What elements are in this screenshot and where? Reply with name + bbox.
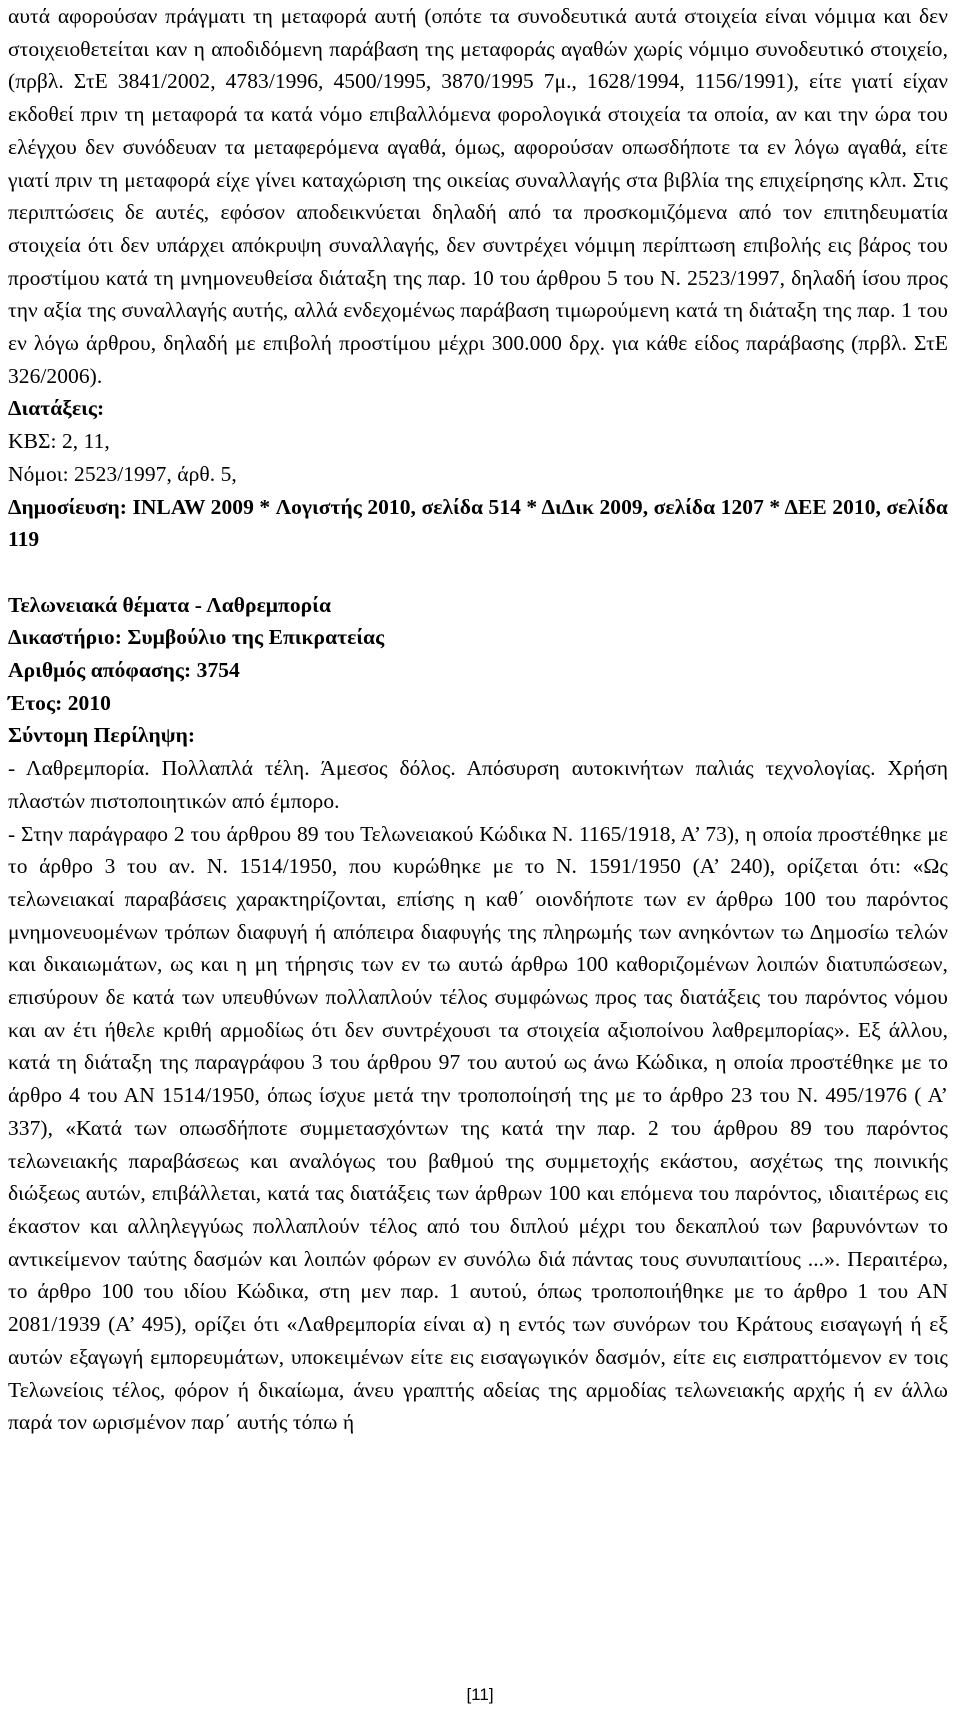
page-number: [11] [466,1685,494,1704]
document-page [8,0,948,1439]
spacer [8,556,948,589]
case-summary-line-1: - Λαθρεμπορία. Πολλαπλά τέλη. Άμεσος δόλος. Απόσυρση αυτοκινήτων παλιάς τεχνολογίας. Χρήση πλαστών πιστοποιητικών από έμπορο. [8,756,948,813]
intro-paragraph: αυτά αφορούσαν πράγματι τη μεταφορά αυτή (οπότε τα συνοδευτικά αυτά στοιχεία είναι νόμιμα και δεν στοιχειοθετείται καν η αποδιδόμενη παράβαση της μεταφοράς αγαθών χωρίς νόμιμο συνοδευτικό στοιχείο, (πρβλ. ΣτΕ 3841/2002, 4783/1996, 4500/1995, 3870/1995 7μ., 1628/1994, 1156/1991), είτε γιατί είχαν εκδοθεί πριν τη μεταφορά τα κατά νόμο επιβαλλόμενα φορολογικά στοιχεία τα οποία, αν και την ώρα του ελέγχου δεν συνόδευαν τα μεταφερόμενα αγαθά, όμως, αφορούσαν οπωσδήποτε τα εν λόγω αγαθά, είτε γιατί πριν τη μεταφορά είχε γίνει καταχώριση της οικείας συναλλαγής στα βιβλία της επιχείρησης κλπ. Στις περιπτώσεις δε αυτές, εφόσον αποδεικνύεται δηλαδή από τα προσκομιζόμενα από τον επιτηδευματία στοιχεία ότι δεν υπάρχει απόκρυψη συναλλαγής, δεν συντρέχει νόμιμη περίπτωση επιβολής εις βάρος του προστίμου κατά τη μνημονευθείσα διάταξη της παρ. 10 του άρθρου 5 του Ν. 2523/1997, δηλαδή ίσου προς την αξία της συναλλαγής αυτής, αλλά ενδεχομένως παράβαση τιμωρούμενη κατά τη διάταξη της παρ. 1 του εν λόγω άρθρου, δηλαδή με επιβολή προστίμου μέχρι 300.000 δρχ. για κάθε είδος παράβασης (πρβλ. ΣτΕ 326/2006). [8,4,948,388]
case-year: Έτος: 2010 [8,690,111,715]
case-header [8,589,948,753]
case-summary-label: Σύντομη Περίληψη: [8,723,196,748]
case-summary-line-2: - Στην παράγραφο 2 του άρθρου 89 του Τελωνειακού Κώδικα Ν. 1165/1918, Α’ 73), η οποία προστέθηκε με το άρθρο 3 του αν. Ν. 1514/1950, που κυρώθηκε με το Ν. 1591/1950 (Α’ 240), ορίζεται ότι: «Ως τελωνειακαί παραβάσεις χαρακτηρίζονται, επίσης η καθ΄ οιονδήποτε των εν άρθρω 100 του παρόντος μνημονευομένων τρόπων διαφυγή ή απόπειρα διαφυγής της πληρωμής των ανηκόντων τω Δημοσίω τελών και δικαιωμάτων, ως και η μη τήρησις των εν τω αυτώ άρθρω 100 καθοριζομένων λοιπών διατυπώσεων, επισύρουν δε κατά των υπευθύνων πολλαπλούν τέλος συμφώνως προς τας διατάξεις του παρόντος νόμου και αν έτι ήθελε κριθή αρμοδίως ότι δεν συντρέχουσι τα στοιχεία αξιοποίνου λαθρεμπορίας». Εξ άλλου, κατά τη διάταξη της παραγράφου 3 του άρθρου 97 του αυτού ως άνω Κώδικα, η οποία προστέθηκε με το άρθρο 4 του ΑΝ 1514/1950, όπως ίσχυε μετά την τροποποίησή της με το άρθρο 23 του Ν. 495/1976 ( Α’ 337), «Κατά των οπωσδήποτε συμμετασχόντων της κατά την παρ. 2 του άρθρου 89 του παρόντος τελωνειακής παραβάσεως και αναλόγως του βαθμού της συμμετοχής εκάστου, ασχέτως της ποινικής διώξεως αυτών, επιβάλλεται, κατά τας διατάξεις των άρθρων 100 και επόμενα του παρόντος, ιδιαιτέρως εις έκαστον και αλληλεγγύως πολλαπλούν τέλος από του διπλού μέχρι του δεκαπλού των βαρυνόντων το αντικείμενον ταύτης δασμών και λοιπών φόρων εν συνόλω διά πάντας τους συνυπαιτίους ...». Περαιτέρω, το άρθρο 100 του ιδίου Κώδικα, στη μεν παρ. 1 αυτού, όπως τροποποιήθηκε με το άρθρο 1 του ΑΝ 2081/1939 (Α’ 495), ορίζει ότι «Λαθρεμπορία είναι α) η εντός των συνόρων του Κράτους εισαγωγή ή εξ αυτών εξαγωγή εμπορευμάτων, υποκειμένων είτε εις εισαγωγικόν δασμόν, είτε εις εισπραττόμενον εν τοις Τελωνείοις τέλος, φόρον ή δικαίωμα, άνευ γραπτής αδείας της αρμοδίας τελωνειακής αρχής ή εν άλλω παρά τον ωρισμένον παρ΄ αυτής τόπω ή [8,821,948,1435]
provisions-label: Διατάξεις: [8,396,105,421]
publication-line: Δημοσίευση: INLAW 2009 * Λογιστής 2010, σελίδα 514 * ΔιΔικ 2009, σελίδα 1207 * ΔΕΕ 2010, σελίδα 119 [8,494,948,552]
case-category: Τελωνειακά θέματα - Λαθρεμπορία [8,592,331,617]
provisions-block [8,392,948,490]
case-decision-number: Αριθμός απόφασης: 3754 [8,658,240,683]
case-court: Δικαστήριο: Συμβούλιο της Επικρατείας [8,625,385,650]
provisions-kbs: ΚΒΣ: 2, 11, [8,429,110,454]
provisions-laws: Νόμοι: 2523/1997, άρθ. 5, [8,461,237,486]
